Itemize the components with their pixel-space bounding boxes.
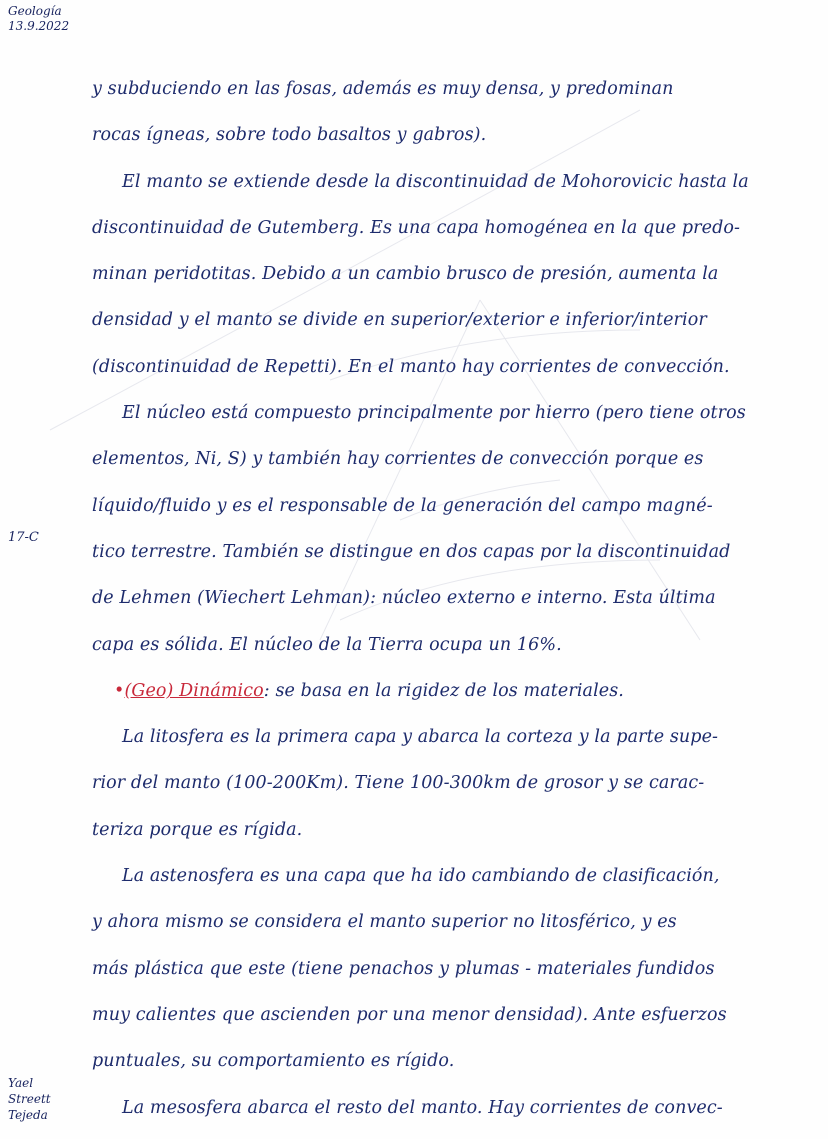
text-line: El manto se extiende desde la discontinuidad de Mohorovicic hasta la <box>122 171 749 192</box>
section-description: : se basa en la rigidez de los materiales. <box>263 680 624 701</box>
author-line: Tejeda <box>8 1108 48 1122</box>
text-line: y subduciendo en las fosas, además es muy densa, y predominan <box>92 79 674 99</box>
text-line: y ahora mismo se considera el manto superior no litosférico, y es <box>92 912 677 933</box>
page-header <box>8 4 69 34</box>
margin-note: 17-C <box>8 530 39 545</box>
text-line: (discontinuidad de Repetti). En el manto hay corrientes de convección. <box>92 356 730 377</box>
date-label: 13.9.2022 <box>8 19 70 33</box>
text-line: densidad y el manto se divide en superior/exterior e inferior/interior <box>92 310 707 331</box>
text-line: capa es sólida. El núcleo de la Tierra ocupa un 16%. <box>92 634 562 655</box>
text-line: elementos, Ni, S) y también hay corrientes de convección porque es <box>92 449 704 470</box>
text-line: La mesosfera abarca el resto del manto. Hay corrientes de convec- <box>122 1097 723 1118</box>
text-line: de Lehmen (Wiechert Lehman): núcleo externo e interno. Esta última <box>92 588 716 609</box>
bullet-icon: • <box>114 680 125 701</box>
text-line: teriza porque es rígida. <box>92 819 303 840</box>
text-line: discontinuidad de Gutemberg. Es una capa homogénea en la que predo- <box>92 217 741 238</box>
text-line: minan peridotitas. Debido a un cambio brusco de presión, aumenta la <box>92 264 719 285</box>
author-signature <box>8 1075 51 1123</box>
text-line: puntuales, su comportamiento es rígido. <box>92 1051 455 1072</box>
handwritten-text <box>92 66 762 1131</box>
text-line: El núcleo está compuesto principalmente por hierro (pero tiene otros <box>122 403 746 424</box>
text-line: muy calientes que ascienden por una menor densidad). Ante esfuerzos <box>92 1004 727 1025</box>
text-line: La astenosfera es una capa que ha ido cambiando de clasificación, <box>122 866 720 887</box>
text-line: La litosfera es la primera capa y abarca la corteza y la parte supe- <box>122 727 719 748</box>
author-line: Yael <box>8 1076 34 1090</box>
text-line: rocas ígneas, sobre todo basaltos y gabros). <box>92 125 487 146</box>
subject-label: Geología <box>8 4 62 18</box>
author-line: Streett <box>8 1092 51 1106</box>
text-line: tico terrestre. También se distingue en dos capas por la discontinuidad <box>92 541 731 562</box>
text-line: más plástica que este (tiene penachos y plumas - materiales fundidos <box>92 958 715 979</box>
text-line: rior del manto (100-200Km). Tiene 100-300km de grosor y se carac- <box>92 773 705 794</box>
section-heading-line <box>92 668 762 714</box>
text-line: líquido/fluido y es el responsable de la generación del campo magné- <box>92 495 713 516</box>
section-title: (Geo) Dinámico <box>124 680 264 701</box>
